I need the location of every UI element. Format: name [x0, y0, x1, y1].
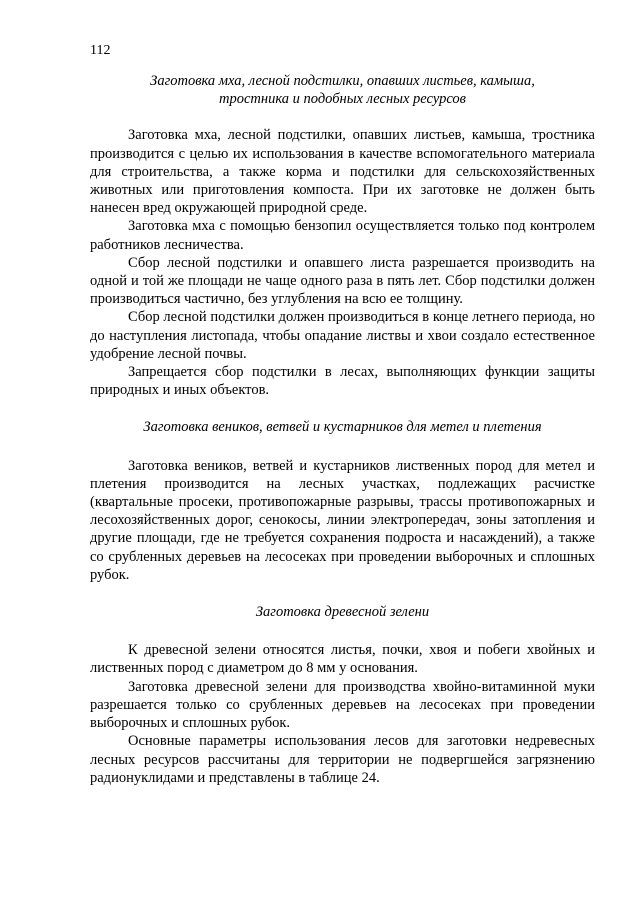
section-heading-moss-line1: Заготовка мха, лесной подстилки, опавших листьев, камыша,	[150, 73, 535, 89]
paragraph: Основные параметры использования лесов для заготовки недревесных лесных ресурсов рассчитаны для территории не подвергшейся загрязнению радионуклидами и представлены в таблице 24.	[90, 733, 595, 786]
paragraph: Заготовка мха, лесной подстилки, опавших листьев, камыша, тростника производится с целью их использования в качестве вспомогательного материала для строительства, а также корма и подстилки для сельскохозяйственных животных или приготовления компоста. При их заготовке не должен быть нанесен вред окружающей природной среде.	[90, 127, 595, 217]
paragraph: Сбор лесной подстилки и опавшего листа разрешается производить на одной и той же площади не чаще одного раза в пять лет. Сбор подстилки должен производиться частично, без углубления на всю ее толщину.	[90, 254, 595, 308]
page-content	[90, 72, 595, 787]
paragraph: Заготовка веников, ветвей и кустарников лиственных пород для метел и плетения производится на лесных участках, подлежащих расчистке (квартальные просеки, противопожарные разрывы, трассы противопожарных и лесохозяйственных дорог, сенокосы, линии электропередач, зоны затопления и другие площади, где не требуется сохранения подроста и насаждений), а также со срубленных деревьев на лесосеках при проведении выборочных и сплошных рубок.	[90, 457, 595, 583]
paragraph: К древесной зелени относятся листья, почки, хвоя и побеги хвойных и лиственных пород с диаметром до 8 мм у основания.	[90, 642, 595, 677]
paragraph: Запрещается сбор подстилки в лесах, выполняющих функции защиты природных и иных объектов.	[90, 364, 595, 399]
paragraph: Заготовка древесной зелени для производства хвойно-витаминной муки разрешается только со срубленных деревьев на лесосеках при проведении выборочных и сплошных рубок.	[90, 678, 595, 732]
section-heading-moss	[90, 72, 595, 108]
section-heading-moss-line2: тростника и подобных лесных ресурсов	[219, 91, 466, 108]
paragraph: Сбор лесной подстилки должен производиться в конце летнего периода, но до наступления листопада, чтобы опадание листвы и хвои создало естественное удобрение лесной почвы.	[90, 309, 595, 362]
section-heading-brooms: Заготовка веников, ветвей и кустарников для метел и плетения	[143, 419, 542, 436]
page-number: 112	[90, 43, 111, 58]
paragraph: Заготовка мха с помощью бензопил осуществляется только под контролем работников лесничества.	[90, 218, 595, 253]
section-heading-greenery: Заготовка древесной зелени	[255, 604, 430, 621]
